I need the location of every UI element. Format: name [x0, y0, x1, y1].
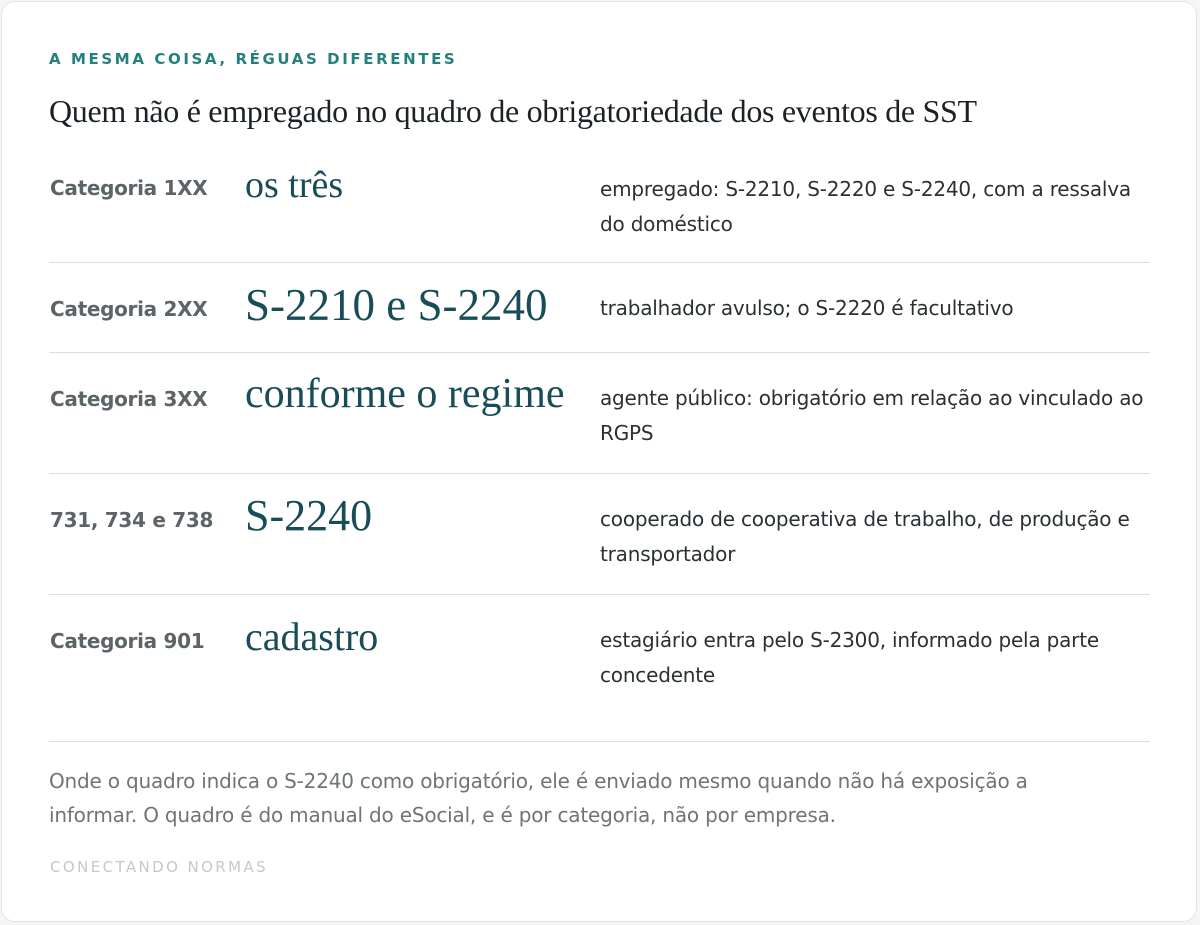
- row-divider: [49, 262, 1150, 263]
- category-description: cooperado de cooperativa de trabalho, de produção e transportador: [600, 507, 1130, 566]
- page-title: Quem não é empregado no quadro de obrigatoriedade dos eventos de SST: [49, 93, 977, 129]
- obligation-highlight: S-2240: [245, 491, 373, 540]
- category-description: estagiário entra pelo S-2300, informado pela parte concedente: [600, 628, 1099, 687]
- category-label: Categoria 1XX: [50, 176, 208, 200]
- table-row: [49, 371, 1149, 461]
- category-label: Categoria 3XX: [50, 387, 208, 411]
- category-label: Categoria 901: [50, 629, 205, 653]
- eyebrow-label: A MESMA COISA, RÉGUAS DIFERENTES: [49, 50, 458, 68]
- obligation-highlight: cadastro: [245, 614, 379, 659]
- row-divider: [49, 352, 1150, 353]
- footnote: Onde o quadro indica o S-2240 como obrigatório, ele é enviado mesmo quando não há exposição a informar. O quadro é do manual do eSocial, e é por categoria, não por empresa.: [49, 769, 1028, 827]
- category-description: trabalhador avulso; o S-2220 é facultativo: [600, 296, 1014, 320]
- obligation-highlight: S-2210 e S-2240: [245, 280, 548, 330]
- table-row: [49, 491, 1149, 582]
- row-divider: [49, 594, 1150, 595]
- row-divider: [49, 473, 1150, 474]
- row-divider: [49, 741, 1150, 742]
- obligation-highlight: conforme o regime: [245, 371, 565, 417]
- table-row: [49, 280, 1149, 341]
- category-description: empregado: S-2210, S-2220 e S-2240, com a ressalva do doméstico: [600, 177, 1131, 236]
- category-description: agente público: obrigatório em relação ao vinculado ao RGPS: [600, 386, 1144, 445]
- category-label: 731, 734 e 738: [50, 508, 214, 532]
- table-row: [49, 164, 1149, 250]
- table-row: [49, 614, 1149, 703]
- obligation-highlight: os três: [245, 164, 344, 206]
- category-label: Categoria 2XX: [50, 297, 208, 321]
- brand-footer: CONECTANDO NORMAS: [50, 858, 269, 876]
